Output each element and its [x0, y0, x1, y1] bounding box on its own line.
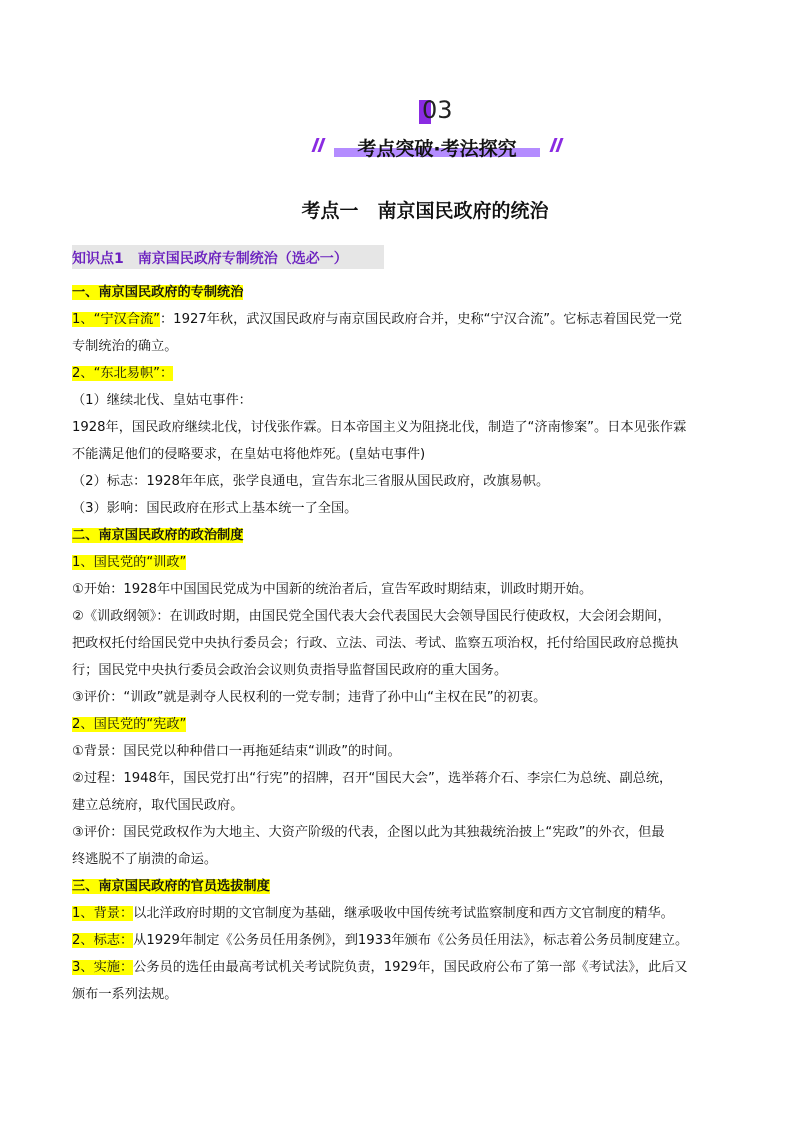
chapter-number: 03	[422, 96, 453, 124]
paragraph: 3、实施：公务员的选任由最高考试机关考试院负责，1929年，国民政府公布了第一部《考试法》，此后又	[72, 960, 688, 975]
subheading: 1、国民党的“训政”	[72, 555, 187, 570]
section-heading: 一、南京国民政府的专制统治	[72, 285, 244, 300]
paragraph: ①背景：国民党以种种借口一再拖延结束“训政”的时间。	[72, 744, 401, 759]
paragraph: ②《训政纲领》：在训政时期，由国民党全国代表大会代表国民大会领导国民行使政权，大会闭会期间，	[72, 609, 671, 624]
paragraph: 颁布一系列法规。	[72, 987, 178, 1002]
paragraph: 终逃脱不了崩溃的命运。	[72, 852, 218, 867]
subheading: 2、国民党的“宪政”	[72, 717, 187, 732]
kaodian-title: 考点一 南京国民政府的统治	[301, 200, 549, 222]
paragraph: ①开始：1928年中国国民党成为中国新的统治者后，宣告军政时期结束，训政时期开始。	[72, 582, 593, 597]
paragraph: （2）标志：1928年年底，张学良通电，宣告东北三省服从国民政府，改旗易帜。	[72, 474, 550, 489]
section-heading: 三、南京国民政府的官员选拔制度	[72, 879, 270, 894]
paragraph: 2、标志：从1929年制定《公务员任用条例》，到1933年颁布《公务员任用法》，标志着公务员制度建立。	[72, 933, 689, 948]
paragraph: （1）继续北伐、皇姑屯事件：	[72, 393, 252, 408]
chapter-title-banner	[312, 134, 562, 162]
knowledge-point-label: 知识点1 南京国民政府专制统治（选必一）	[72, 251, 348, 267]
paragraph: 把政权托付给国民党中央执行委员会；行政、立法、司法、考试、监察五项治权，托付给国民政府总揽执	[72, 636, 679, 651]
chapter-title: 考点突破·考法探究	[357, 138, 517, 160]
paragraph: 1、背景：以北洋政府时期的文官制度为基础，继承吸收中国传统考试监察制度和西方文官制度的精华。	[72, 906, 674, 921]
paragraph: ②过程：1948年，国民党打出“行宪”的招牌，召开“国民大会”，选举蒋介石、李宗仁为总统、副总统，	[72, 771, 673, 786]
paragraph: 不能满足他们的侵略要求，在皇姑屯将他炸死。(皇姑屯事件)	[72, 447, 426, 462]
paragraph: 专制统治的确立。	[72, 339, 178, 354]
paragraph: ③评价：“训政”就是剥夺人民权利的一党专制；违背了孙中山“主权在民”的初衷。	[72, 690, 547, 705]
paragraph: 行；国民党中央执行委员会政治会议则负责指导监督国民政府的重大国务。	[72, 663, 508, 678]
section-heading: 二、南京国民政府的政治制度	[72, 528, 244, 543]
paragraph: 1、“宁汉合流”：1927年秋，武汉国民政府与南京国民政府合并，史称“宁汉合流”。它标志着国民党一党	[72, 312, 682, 327]
subheading: 2、“东北易帜”：	[72, 366, 174, 381]
knowledge-point-box	[72, 245, 384, 269]
paragraph: （3）影响：国民政府在形式上基本统一了全国。	[72, 501, 358, 516]
paragraph: 建立总统府，取代国民政府。	[72, 798, 244, 813]
paragraph: 1928年，国民政府继续北伐，讨伐张作霖。日本帝国主义为阻挠北伐，制造了“济南惨案”。日本见张作霖	[72, 420, 687, 435]
paragraph: ③评价：国民党政权作为大地主、大资产阶级的代表，企图以此为其独裁统治披上“宪政”的外衣，但最	[72, 825, 665, 840]
